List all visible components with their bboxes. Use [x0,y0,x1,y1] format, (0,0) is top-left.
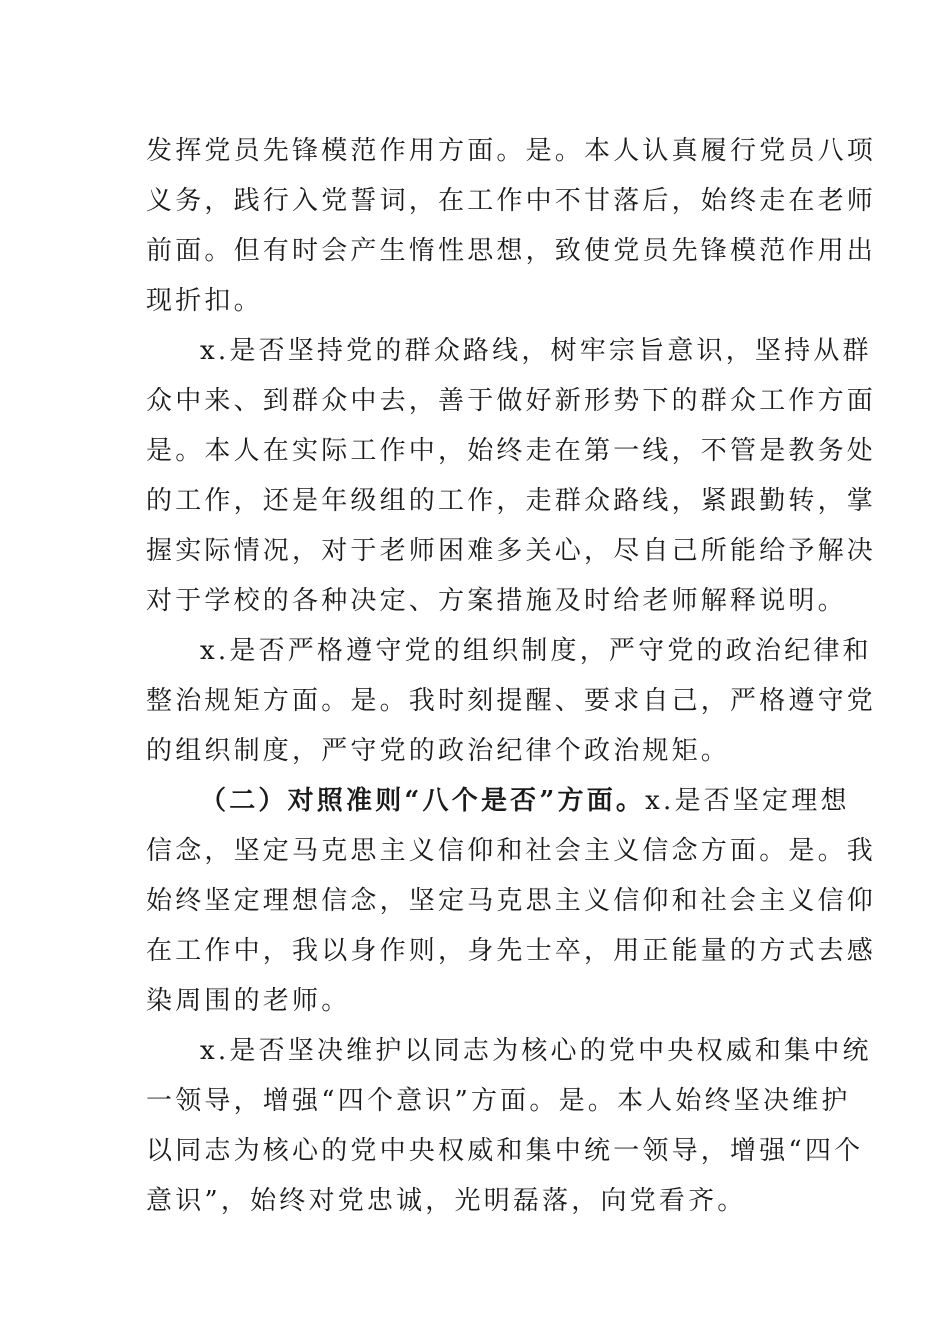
paragraph-organization-system [146,626,877,776]
text-line: 现折扣。 [146,286,263,316]
text-line: x.是否坚决维护以同志为核心的党中央权威和集中统 [200,1036,872,1066]
text-line: 握实际情况，对于老师困难多关心，尽自己所能给予解决 [146,536,877,566]
text-line: 一领导，增强“四个意识”方面。是。本人始终坚决维护 [146,1086,851,1116]
text-line: x.是否坚持党的群众路线，树牢宗旨意识，坚持从群 [200,336,872,366]
text-line: 义务，践行入党誓词，在工作中不甘落后，始终走在老师 [146,186,877,216]
text-line: 以同志为核心的党中央权威和集中统一领导，增强“四个 [146,1136,864,1166]
text-line: 的工作，还是年级组的工作，走群众路线，紧跟勤转，掌 [146,486,877,516]
text-line: 意识”，始终对党忠诚，光明磊落，向党看齐。 [146,1186,747,1216]
text-line: 发挥党员先锋模范作用方面。是。本人认真履行党员八项 [146,136,877,166]
text-line: 的组织制度，严守党的政治纪律个政治规矩。 [146,736,731,766]
paragraph-party-member-role [146,126,877,326]
text-line: 众中来、到群众中去，善于做好新形势下的群众工作方面 [146,386,877,416]
text-line: 整治规矩方面。是。我时刻提醒、要求自己，严格遵守党 [146,686,877,716]
text-line: x.是否严格遵守党的组织制度，严守党的政治纪律和 [200,636,872,666]
text-line: 对于学校的各种决定、方案措施及时给老师解释说明。 [146,586,847,616]
text-line: 信念，坚定马克思主义信仰和社会主义信念方面。是。我 [146,836,877,866]
heading-line-rest: x.是否坚定理想 [645,786,850,816]
text-line: 染周围的老师。 [146,986,351,1016]
paragraph-mass-line [146,326,877,626]
text-line: 前面。但有时会产生惰性思想，致使党员先锋模范作用出 [146,236,877,266]
text-line: 始终坚定理想信念，坚定马克思主义信仰和社会主义信仰 [146,886,877,916]
text-line: 在工作中，我以身作则，身先士卒，用正能量的方式去感 [146,936,877,966]
text-line [146,776,850,826]
text-line: 是。本人在实际工作中，始终走在第一线，不管是教务处 [146,436,877,466]
document-body [146,126,877,1226]
paragraph-central-authority [146,1026,872,1226]
section-heading: （二）对照准则“八个是否”方面。 [200,786,646,816]
paragraph-eight-whether [146,776,877,1026]
